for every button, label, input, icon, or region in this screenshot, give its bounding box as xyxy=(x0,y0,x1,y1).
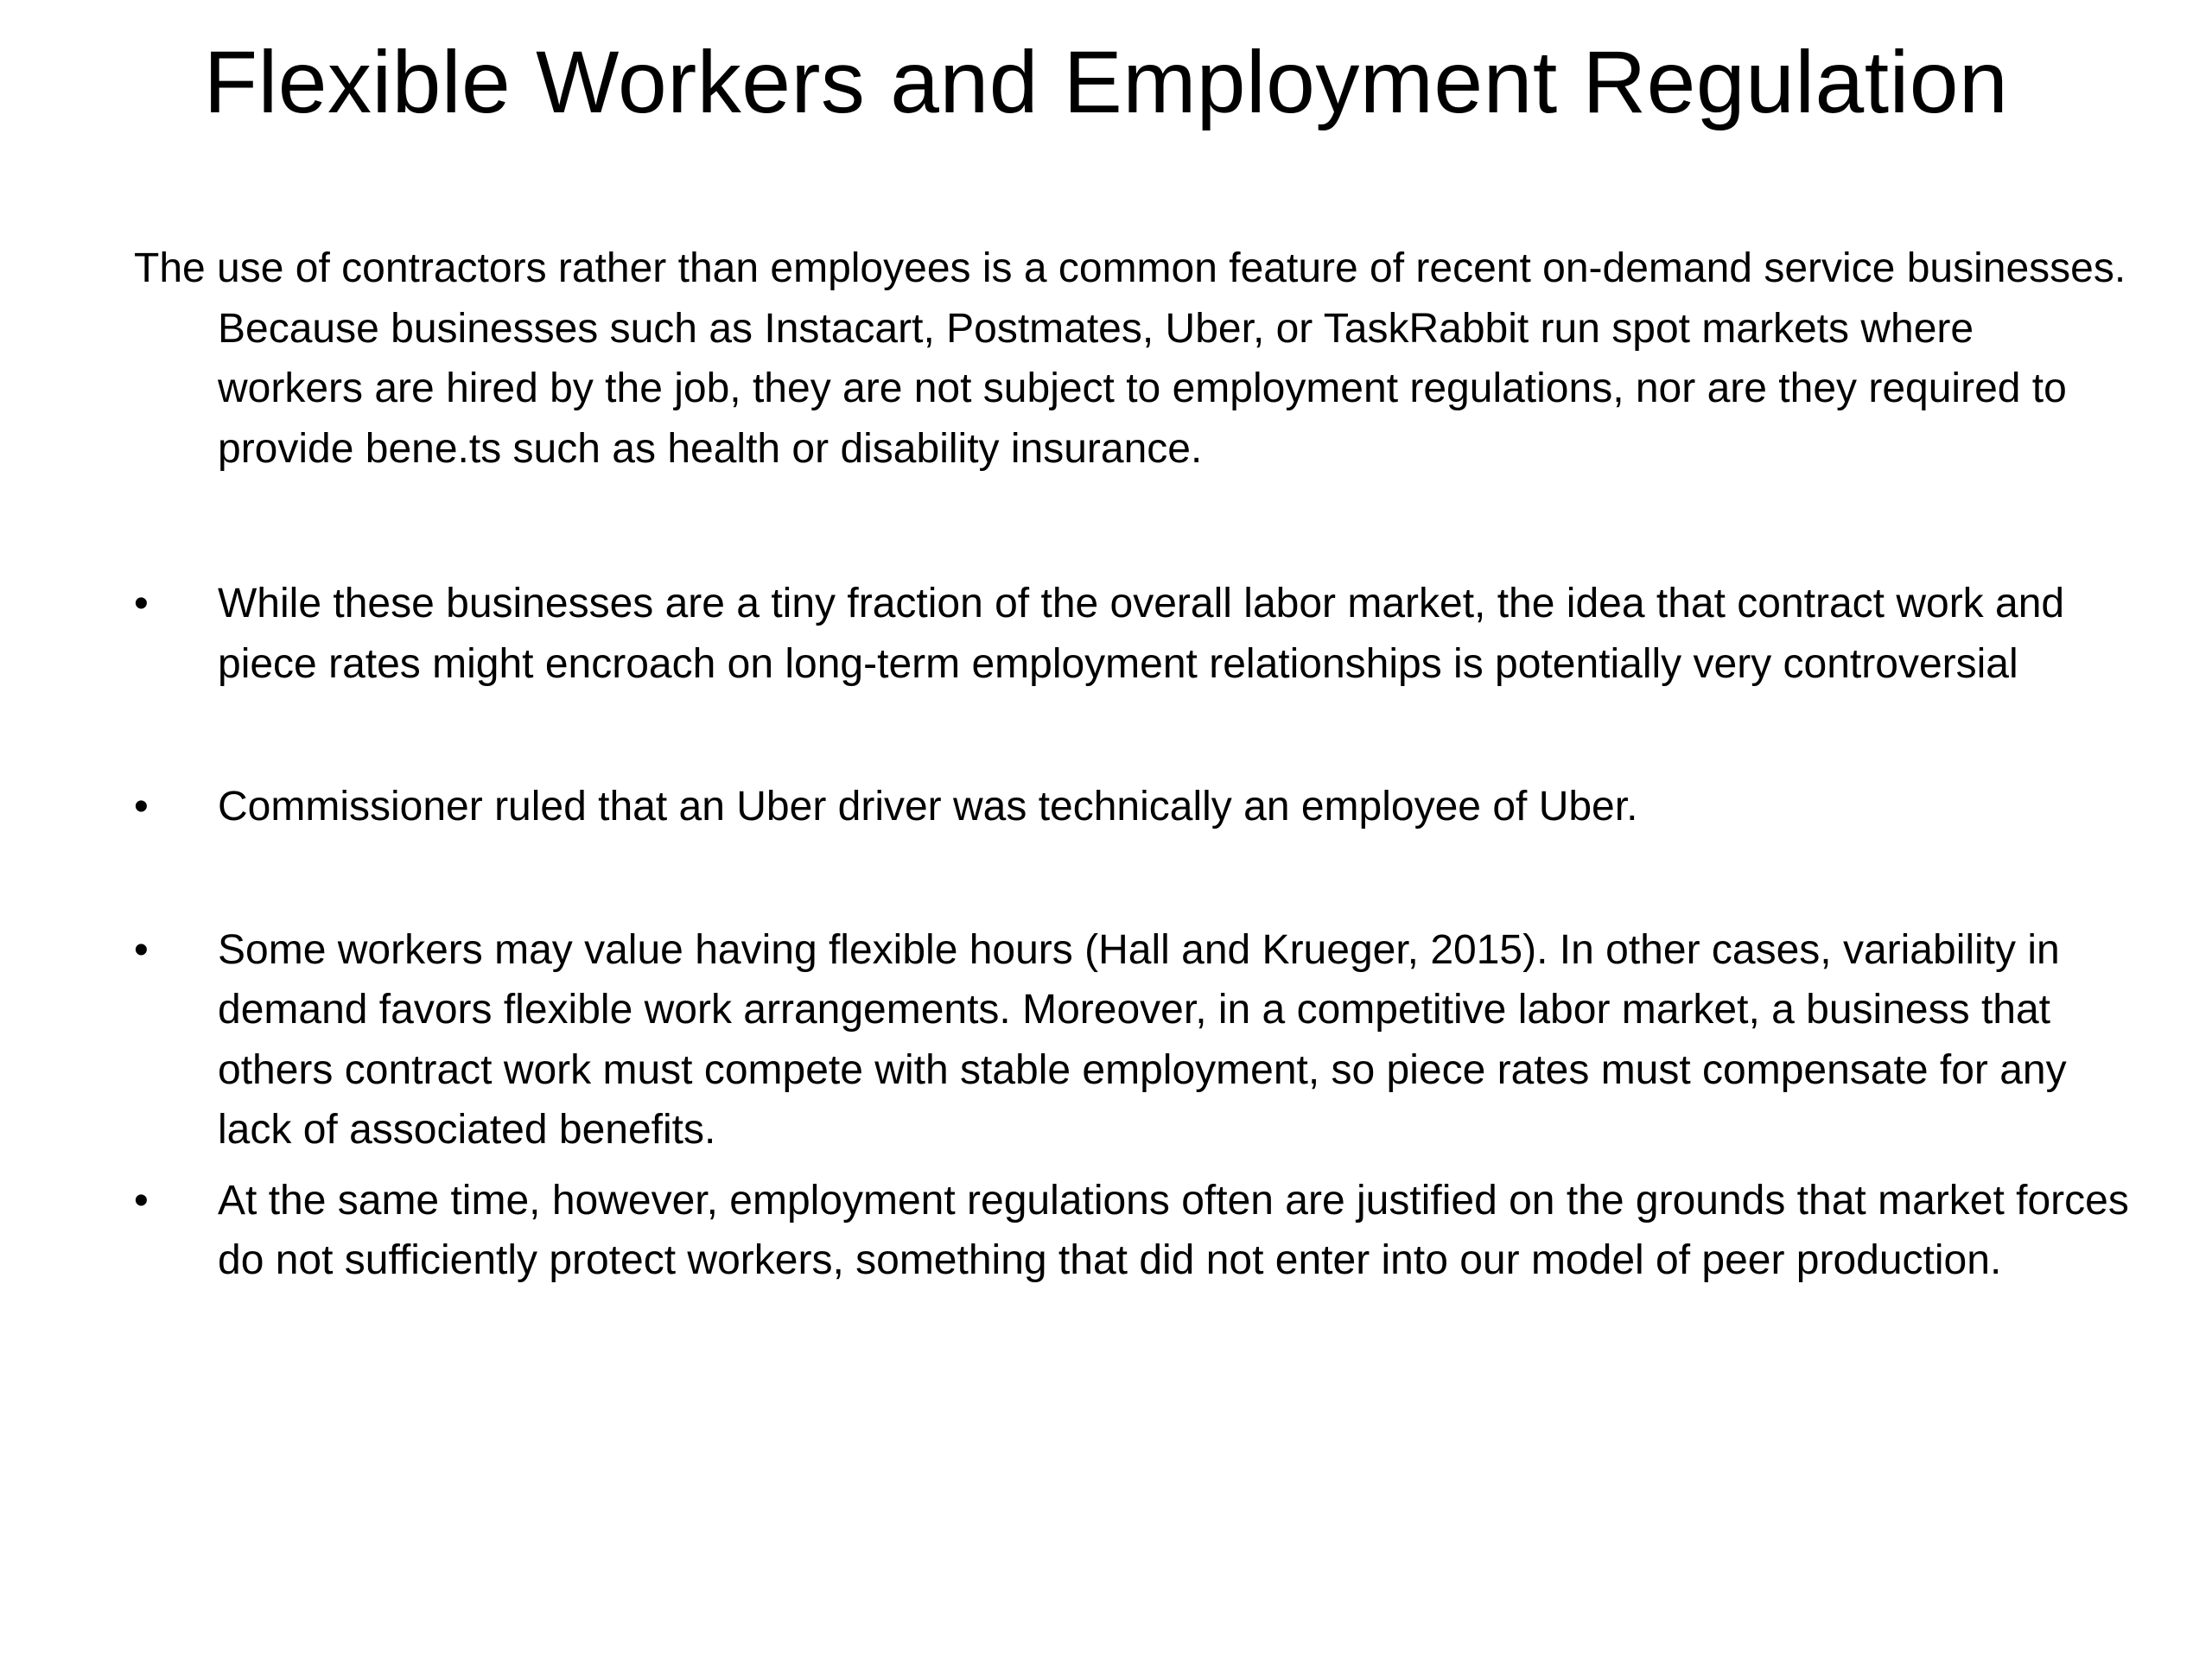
bullet-item xyxy=(134,574,2130,694)
bullet-text: Commissioner ruled that an Uber driver was technically an employee of Uber. xyxy=(218,784,1638,830)
bullet-list xyxy=(134,574,2130,1291)
bullet-dot-icon: • xyxy=(134,784,149,830)
intro-paragraph: The use of contractors rather than employees is a common feature of recent on-demand service businesses. Because businesses such as Instacart, Postmates, Uber, or TaskRabbit run spot markets where workers are hired by the job, they are not subject to employment regulations, nor are they required to provide bene.ts such as health or disability insurance. xyxy=(134,245,2126,472)
bullet-item xyxy=(134,777,2130,837)
bullet-dot-icon: • xyxy=(134,581,149,626)
bullet-item xyxy=(134,920,2130,1160)
bullet-item xyxy=(134,1171,2130,1291)
bullet-dot-icon: • xyxy=(134,1177,149,1224)
bullet-text: At the same time, however, employment regulations often are justified on the grounds that market forces do not sufficiently protect workers, something that did not enter into our model of peer production. xyxy=(218,1177,2129,1283)
bullet-text: While these businesses are a tiny fraction of the overall labor market, the idea that contract work and piece rates might encroach on long-term employment relationships is potentially very controversial xyxy=(218,581,2065,687)
bullet-dot-icon: • xyxy=(134,926,149,973)
slide-body xyxy=(134,238,2130,1291)
bullet-text: Some workers may value having flexible hours (Hall and Krueger, 2015). In other cases, variability in demand favors flexible work arrangements. Moreover, in a competitive labor market, a business that others contract work must compete with stable employment, so piece rates must compensate for any lack of associated benefits. xyxy=(218,926,2067,1153)
slide-title: Flexible Workers and Employment Regulation xyxy=(203,33,2009,131)
